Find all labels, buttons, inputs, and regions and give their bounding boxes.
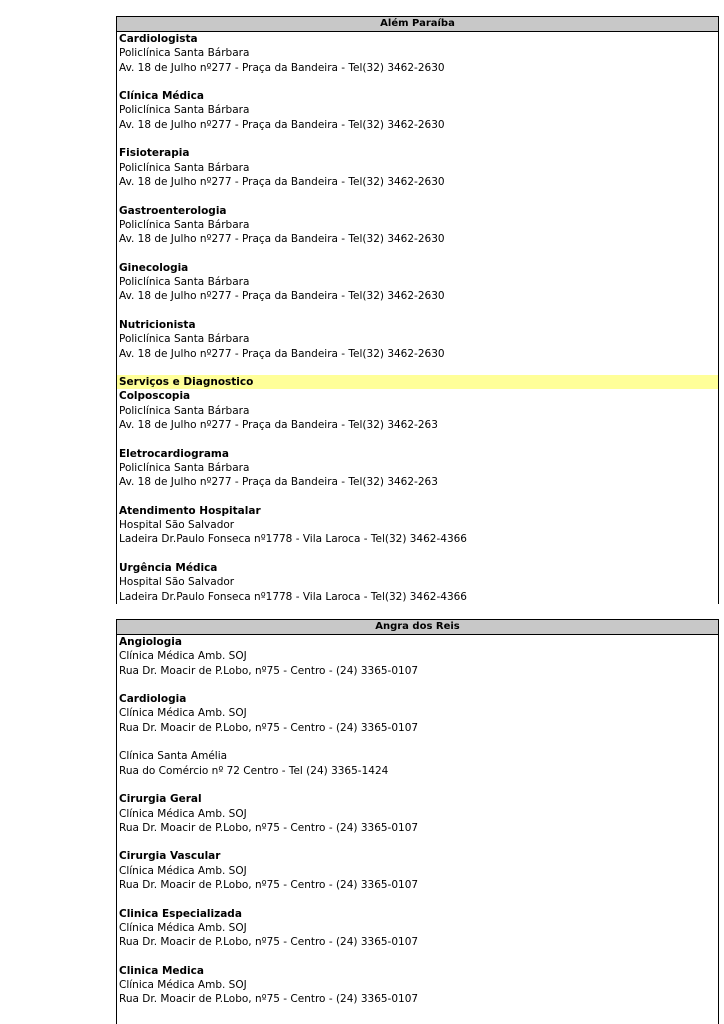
specialty-heading: Fisioterapia [119,147,190,160]
blank-line [117,892,718,906]
city-block-alem-paraiba [116,16,719,604]
listing-line: Policlínica Santa Bárbara [119,104,250,117]
listing-line: Hospital São Salvador [119,576,235,589]
specialty-heading: Ginecologia [119,261,189,274]
listing-line: Policlínica Santa Bárbara [119,461,250,474]
listing-line: Rua Dr. Moacir de P.Lobo, nº75 - Centro - (24) 3365-0107 [119,879,419,892]
specialty-heading: Clínica Médica [119,90,204,103]
listing-line: Av. 18 de Julho nº277 - Praça da Bandeira - Tel(32) 3462-2630 [119,61,445,74]
blank-line [117,361,718,375]
listing-line: Rua Dr. Moacir de P.Lobo, nº75 - Centro - (24) 3365-0107 [119,664,419,677]
blank-line [117,246,718,260]
city-header: Angra dos Reis [117,619,718,635]
listing-line: Av. 18 de Julho nº277 - Praça da Bandeira - Tel(32) 3462-2630 [119,233,445,246]
listing-line: Clínica Médica Amb. SOJ [119,707,247,720]
blank-line [117,778,718,792]
listing-line: Rua Dr. Moacir de P.Lobo, nº75 - Centro - (24) 3365-0107 [119,721,419,734]
blank-line [117,835,718,849]
listing-line: Clínica Médica Amb. SOJ [119,807,247,820]
blank-line [117,950,718,964]
listing-line: Rua Dr. Moacir de P.Lobo, nº75 - Centro - (24) 3365-0107 [119,993,419,1006]
listing-line: Ladeira Dr.Paulo Fonseca nº1778 - Vila Laroca - Tel(32) 3462-4366 [119,533,467,546]
listing-line: Av. 18 de Julho nº277 - Praça da Bandeira - Tel(32) 3462-263 [119,419,438,432]
listing-line: Av. 18 de Julho nº277 - Praça da Bandeira - Tel(32) 3462-2630 [119,175,445,188]
listing-line: Policlínica Santa Bárbara [119,276,250,289]
listing-line: Clínica Médica Amb. SOJ [119,921,247,934]
specialty-heading: Eletrocardiograma [119,447,229,460]
blank-line [117,189,718,203]
listing-line: Ladeira Dr.Paulo Fonseca nº1778 - Vila Laroca - Tel(32) 3462-4366 [119,590,467,603]
blank-line [117,75,718,89]
section-heading: Serviços e Diagnostico [117,375,718,389]
blank-line [117,432,718,446]
listing-line: Av. 18 de Julho nº277 - Praça da Bandeira - Tel(32) 3462-2630 [119,290,445,303]
blank-line [117,735,718,749]
specialty-heading: Clinica Medica [119,964,204,977]
listing-line: Policlínica Santa Bárbara [119,218,250,231]
specialty-heading: Urgência Médica [119,561,218,574]
listing-line: Policlínica Santa Bárbara [119,333,250,346]
listing-line: Av. 18 de Julho nº277 - Praça da Bandeira - Tel(32) 3462-263 [119,476,438,489]
listing-line: Rua do Comércio nº 72 Centro - Tel (24) 3365-1424 [119,764,389,777]
listing-line: Policlínica Santa Bárbara [119,404,250,417]
specialty-heading: Nutricionista [119,318,196,331]
listing-line: Rua Dr. Moacir de P.Lobo, nº75 - Centro - (24) 3365-0107 [119,936,419,949]
blank-line [117,678,718,692]
specialty-heading: Angiologia [119,636,182,648]
city-block-angra-dos-reis [116,619,719,1024]
specialty-heading: Clinica Especializada [119,907,242,920]
blank-line [117,132,718,146]
listing-line: Clínica Médica Amb. SOJ [119,979,247,992]
listing-line: Clínica Médica Amb. SOJ [119,650,247,663]
blank-line [117,304,718,318]
specialty-heading: Gastroenterologia [119,204,227,217]
listing-line: Rua Dr. Moacir de P.Lobo, nº75 - Centro - (24) 3365-0107 [119,821,419,834]
blank-line [117,490,718,504]
listing-line: Clínica Santa Amélia [119,750,228,763]
specialty-heading: Cardiologista [119,33,198,45]
blank-line [117,547,718,561]
specialty-heading: Atendimento Hospitalar [119,504,261,517]
specialty-heading: Cardiologia [119,693,187,706]
listing-line: Av. 18 de Julho nº277 - Praça da Bandeira - Tel(32) 3462-2630 [119,347,445,360]
listing-line: Clínica Médica Amb. SOJ [119,864,247,877]
listing-line: Av. 18 de Julho nº277 - Praça da Bandeira - Tel(32) 3462-2630 [119,118,445,131]
specialty-heading: Cirurgia Geral [119,793,202,806]
city-listing [117,32,718,604]
specialty-heading: Cirurgia Vascular [119,850,221,863]
listing-line: Policlínica Santa Bárbara [119,161,250,174]
specialty-heading: Colposcopia [119,390,191,403]
listing-line: Policlínica Santa Bárbara [119,47,250,60]
city-header: Além Paraíba [117,16,718,32]
city-listing [117,635,718,1007]
listing-line: Hospital São Salvador [119,519,235,532]
